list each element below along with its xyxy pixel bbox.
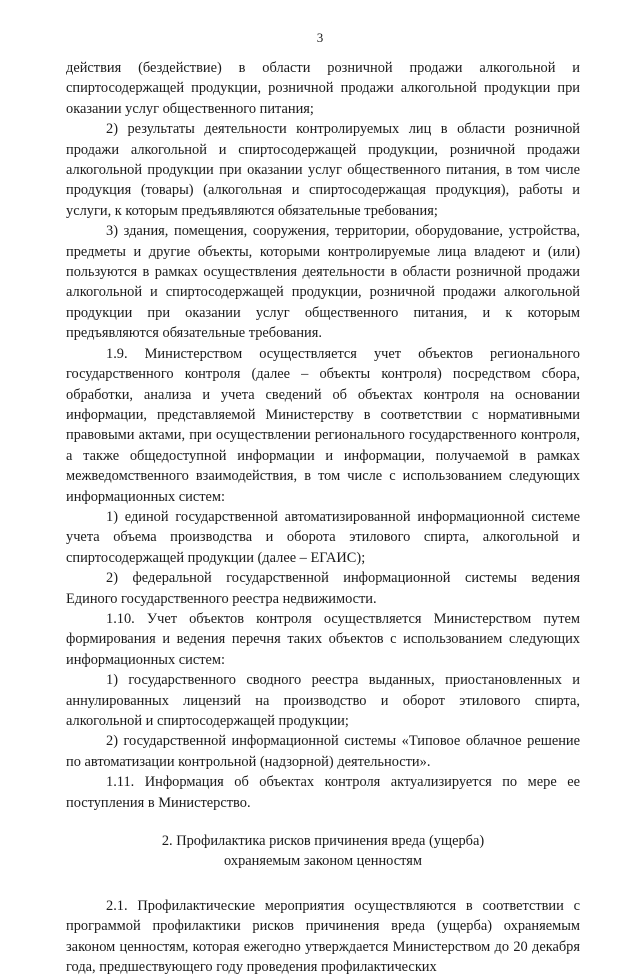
paragraph-continuation: действия (бездействие) в области розничной продажи алкогольной и спиртосодержащей продукции, розничной продажи алкогольной продукции при оказании услуг общественного питания; [66, 60, 580, 117]
page-number: 3 [316, 30, 324, 45]
section-heading-line-2: охраняемым законом ценностям [224, 853, 422, 870]
paragraph-1-10-item-1: 1) государственного сводного реестра выданных, приостановленных и аннулированных лицензий на производство и оборот этилового спирта, алкогольной и спиртосодержащей продукции; [66, 672, 580, 729]
section-heading-line-1: 2. Профилактика рисков причинения вреда (ущерба) [161, 833, 485, 850]
paragraph-1-9-item-1: 1) единой государственной автоматизированной информационной системе учета объема производства и оборота этилового спирта, алкогольной и спиртосодержащей продукции (далее – ЕГАИС); [66, 508, 580, 566]
paragraph-1-9: 1.9. Министерством осуществляется учет объектов регионального государственного контроля (далее – объекты контроля) посредством сбора, обработки, анализа и учета сведений об объектах контроля на основании информации, представляемой Министерству в соответствии с нормативными правовыми актами, при осуществлении регионального государственного контроля, а также общедоступной информации и информации, получаемой в рамках межведомственного взаимодействия, в том числе с использованием следующих информационных систем: [66, 345, 580, 505]
paragraph-item-2: 2) результаты деятельности контролируемых лиц в области розничной продажи алкогольной и спиртосодержащей продукции, розничной продажи алкогольной продукции при оказании услуг общественного питания, в том числе продукция (товары) (алкогольная и спиртосодержащая продукция), работы и услуги, к которым предъявляются обязательные требования; [66, 121, 580, 219]
paragraph-1-11: 1.11. Информация об объектах контроля актуализируется по мере ее поступления в Министерство. [66, 774, 580, 811]
paragraph-1-9-item-2: 2) федеральной государственной информационной системы ведения Единого государственного реестра недвижимости. [66, 570, 580, 607]
paragraph-1-10: 1.10. Учет объектов контроля осуществляется Министерством путем формирования и ведения перечня таких объектов с использованием следующих информационных систем: [66, 610, 580, 668]
paragraph-item-3: 3) здания, помещения, сооружения, территории, оборудование, устройства, предметы и другие объекты, которыми контролируемые лица владеют и (или) пользуются в рамках осуществления деятельности в области розничной продажи алкогольной и спиртосодержащей продукции, розничной продажи алкогольной продукции при оказании услуг общественного питания, и к которым предъявляются обязательные требования. [66, 223, 580, 342]
section-heading [66, 831, 580, 872]
document-body [66, 58, 580, 977]
paragraph-2-1: 2.1. Профилактические мероприятия осуществляются в соответствии с программой профилактики рисков причинения вреда (ущерба) охраняемым законом ценностям, которая ежегодно утверждается Министерством до 20 декабря года, предшествующего году проведения профилактических [66, 897, 580, 976]
paragraph-1-10-item-2: 2) государственной информационной системы «Типовое облачное решение по автоматизации контрольной (надзорной) деятельности». [66, 733, 580, 770]
